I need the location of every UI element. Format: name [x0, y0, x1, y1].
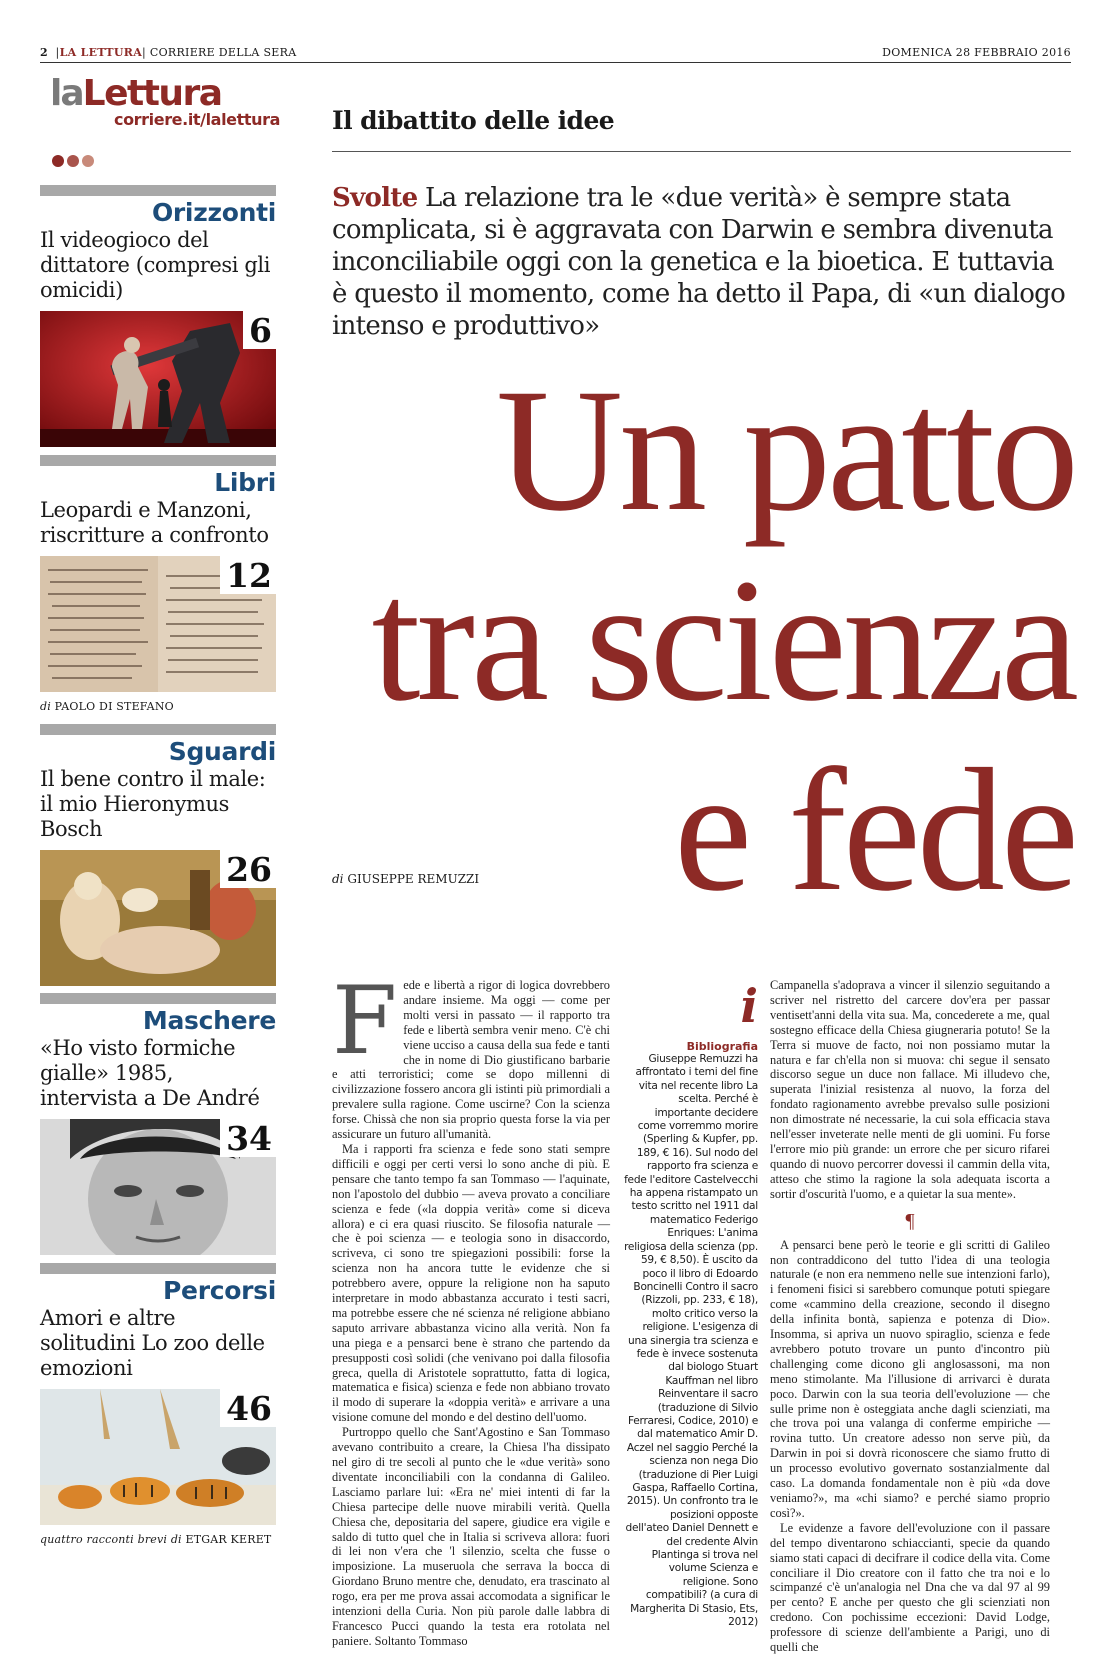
teaser-image-manuscripts: [40, 556, 276, 692]
teaser-bar: [40, 1263, 276, 1274]
dropcap: F: [332, 967, 398, 1076]
teaser-image-portrait: [40, 1119, 276, 1255]
section-label: Percorsi: [163, 1276, 276, 1305]
section-label: Libri: [214, 468, 276, 497]
section-label: Maschere: [142, 1006, 276, 1035]
teaser-image-bosch: [40, 850, 276, 986]
teaser-bar: [40, 993, 276, 1004]
headline-line-1: Un patto: [495, 353, 1075, 548]
body-paragraph: Le evidenze a favore dell'evoluzione con il passare del tempo diventarono schiaccianti, specie da quando siamo stati capaci di decifrare il codice della vita. Come conciliare il Dio creatore con il fatto che tra noi e lo scimpanzé c'è un'analogia nel Dna che va dal 97 al 99 per cento? E anche per questo che gli scienziati non credono. Con pochissime eccezioni: David Lodge, professore di scienze dell'ambiente a Parigi, uno di quelli che: [770, 1520, 1050, 1655]
info-icon: i: [740, 979, 758, 1033]
logo-url: corriere.it/lalettura: [114, 110, 280, 129]
body-column-1: [332, 967, 610, 1649]
teaser-maschere[interactable]: [40, 993, 276, 1276]
teaser-bar: [40, 724, 276, 735]
page-badge: 26: [220, 850, 276, 888]
kicker: Svolte: [332, 183, 418, 213]
page-number: 2: [40, 46, 48, 59]
teaser-byline: quattro racconti brevi di ETGAR KERET: [40, 1533, 272, 1546]
bibliography-title: Bibliografia: [686, 1040, 758, 1053]
issue-date: DOMENICA 28 FEBBRAIO 2016: [882, 46, 1071, 59]
dot-3: [82, 155, 94, 167]
body-paragraph: Purtroppo quello che Sant'Agostino e San Tommaso avevano contribuito a creare, la Chiesa l'ha dissipato nel giro di tre secoli al punto che le «due verità» sono diventate inconciliabili con la condanna di Galileo. Lasciamo parlare lui: «Era ne' miei intenti di far la Chiesa partecipe delle nuove mirabili verità. Quella Chiesa che, depositaria del sapere, giudice era vigile e saldo di tutto quel che in Italia si scriveva allora: fuori di lei non v'era che 'l silenzio, scelta che fusse o imposizione. La museruola che serrava la bocca di Giordano Bruno mentre che, denudato, era trascinato al rogo, era per me prova assai accomodata a significar le intenzioni della Curia. Non più parole dalle labbra di Francesco Pucci quando la testa era rotolata nel paniere. Soltanto Tommaso: [332, 1425, 610, 1648]
brand-label: LA LETTURA: [59, 46, 143, 59]
teaser-headline: Il bene contro il male: il mio Hieronymus Bosch: [40, 767, 266, 841]
teaser-bar: [40, 185, 276, 196]
standfirst-text: La relazione tra le «due verità» è sempre stata complicata, si è aggravata con Darwin e sembra divenuta inconciliabile oggi con la genetica e la bioetica. E tuttavia è questo il momento, come ha detto il Papa, di «un dialogo intenso e produttivo»: [332, 183, 1066, 341]
author-name: GIUSEPPE REMUZZI: [347, 872, 480, 886]
dot-2: [67, 155, 79, 167]
body-paragraph: Fede e libertà a rigor di logica dovrebbero andare insieme. Ma oggi — come per molti versi in passato — il rapporto tra fede e libertà sembra venir meno. C'è chi viene ucciso a causa della sua fede e tanti che in nome di Dio giustificano barbarie e atti terroristici; come se dopo millenni di civilizzazione fossero ancora gli istinti più primordiali a prevalere sulla ragione. Come uscirne? Con la scienza forse. Chissà che non sia proprio questa forse la via per assicurare un futuro all'umanità.: [332, 967, 610, 1142]
teaser-image-videogame: [40, 311, 276, 447]
top-rule: [40, 62, 1071, 63]
body-column-3: [770, 978, 1050, 1655]
teaser-headline: Leopardi e Manzoni, riscritture a confronto: [40, 498, 269, 547]
bibliography-box: [624, 978, 758, 1629]
teaser-libri[interactable]: [40, 455, 276, 713]
teaser-headline: Amori e altre solitudini Lo zoo delle emozioni: [40, 1306, 265, 1380]
page-badge: 12: [220, 556, 276, 594]
headline: [330, 353, 1075, 928]
teaser-bar: [40, 455, 276, 466]
headline-line-3: e fede: [674, 733, 1075, 928]
teaser-orizzonti[interactable]: [40, 185, 276, 468]
dot-1: [52, 155, 64, 167]
logo-dots: [52, 152, 97, 171]
masthead-strip: 2 |LA LETTURA| CORRIERE DELLA SERA DOMENICA 28 FEBBRAIO 2016: [40, 46, 1071, 59]
page-badge: 34: [220, 1119, 276, 1157]
newspaper-name: CORRIERE DELLA SERA: [149, 46, 297, 59]
headline-line-2: tra scienza: [371, 543, 1075, 738]
page-badge: 46: [220, 1389, 276, 1427]
standfirst: [332, 182, 1072, 342]
teaser-sguardi[interactable]: [40, 724, 276, 1007]
teaser-headline: Il videogioco del dittatore (compresi gli omicidi): [40, 228, 271, 302]
section-label: Sguardi: [168, 737, 276, 766]
body-paragraph: Campanella s'adoprava a vincer il silenzio seguitando a scriver nel ristretto del carcere dov'era per passar ventisett'anni della vita sua. Ma, concederete a me, qual sostegno efficace della Chiesa giugneraria potuto! Se la Terra si muove de facto, noi non possiamo mutar la natura e far ch'ella non si muova: chi segue il sensato discorso segue un duce non fallace. Mi illudevo che, superata l'inizial resistenza al nuovo, la forza del fondato ragionamento avrebbe prevalso sulle posizioni non dimostrate né necessarie, la cui sola efficacia stava nell'esser inveterate nelle menti de gli uomini. Fu forse l'errore mio più grande: un errore che per sicuro rifarei quando di nuovo percorrer dovessi il cammin della vita, atteso che stimo la ragione la sola adequata iscorta a sortir d'oscurità l'uomo, e a quietar la sua mente».: [770, 978, 1050, 1201]
body-paragraph: Ma i rapporti fra scienza e fede sono stati sempre difficili e oggi per certi versi lo sono anche di più. E pensare che tanto tempo fa san Tommaso — l'aquinate, non l'apostolo del dubbio — aveva provato a conciliare scienza e fede («la doppia verità» come si diceva allora) e ci era quasi riuscito. Se filosofia naturale — che è poi scienza — e teologia sono in disaccordo, scriveva, ci sono tre spiegazioni possibili: forse la scienza non ha ancora tutte le evidenze che si potrebbero avere, oppure la religione non ha saputo interpretare in modo abbastanza accurato i testi sacri, ma potrebbe essere che né scienza né religione abbiano saputo arrivare abbastanza vicino alla verità. Non fa una piega e a pensarci bene è strano che partendo da presupposti così solidi (che venivano poi dalla filosofia greca, quella di Aristotele soprattutto, fatta di logica, matematica e fisica) scienza e fede non abbiano trovato il modo di superare la «doppia verità» e arrivare a una visione comune del mondo e del destino dell'uomo.: [332, 1141, 610, 1425]
author-byline: di GIUSEPPE REMUZZI: [332, 872, 480, 886]
page-badge: 6: [243, 311, 276, 349]
rubric-rule: [332, 151, 1071, 152]
body-paragraph: A pensarci bene però le teorie e gli scritti di Galileo non contraddicono del tutto l'idea di una teologia naturale (e non era nemmeno nelle sue intenzioni farlo), i fenomeni fisici si sarebbero comunque potuti spiegare come «cammino della creazione, secondo il disegno della infinita bontà, sapienza e potenza di Dio». Insomma, si apriva un nuovo spiraglio, scienza e fede avrebbero potuto trovare un punto d'incontro più challenging come dicono gli anglosassoni, ma non meno stimolante. Ma l'illusione di arrivarci è durata poco. Darwin con la sua teoria dell'evoluzione — che sulle prime non è osteggiata anche dagli scienziati, ma che trova poi una valanga di conferme empiriche — rovina tutto. Un creatore adesso non serve più, da Darwin in poi si dovrà riconoscere che siamo frutto di un processo evolutivo governato sostanzialmente dal caso. La domanda fondamentale non è più «da dove veniamo?», ma «chi siamo? e perché siamo proprio così?».: [770, 1237, 1050, 1520]
rubric: Il dibattito delle idee: [332, 106, 615, 135]
bibliography-text: Giuseppe Remuzzi ha affrontato i temi del fine vita nel recente libro La scelta. Perché è importante decidere come vorremmo morire (Sperling & Kupfer, pp. 189, € 16). Sul nodo del rapporto fra scienza e fede l'editore Castelvecchi ha appena ristampato un testo scritto nel 1911 dal matematico Federigo Enriques: L'anima religiosa della scienza (pp. 59, € 8,50). È uscito da poco il libro di Edoardo Boncinelli Contro il sacro (Rizzoli, pp. 233, € 18), molto critico verso la religione. L'esigenza di una sinergia tra scienza e fede è invece sostenuta dal biologo Stuart Kauffman nel libro Reinventare il sacro (traduzione di Silvio Ferraresi, Codice, 2010) e dal matematico Amir D. Aczel nel saggio Perché la scienza non nega Dio (traduzione di Pier Luigi Gaspa, Raffaello Cortina, 2015). Un confronto tra le posizioni opposte dell'ateo Daniel Dennett e del credente Alvin Plantinga si trova nel volume Scienza e religione. Sono compatibili? (a cura di Margherita Di Stasio, Ets, 2012): [624, 1053, 758, 1629]
logo-lettura: Lettura: [82, 73, 222, 114]
section-mark-icon: ¶: [905, 1209, 915, 1232]
teaser-byline: di PAOLO DI STEFANO: [40, 700, 174, 713]
section-label: Orizzonti: [151, 198, 276, 227]
videogame-illustration: [40, 311, 276, 447]
teaser-percorsi[interactable]: [40, 1263, 276, 1546]
teaser-headline: «Ho visto formiche gialle» 1985, intervista a De André: [40, 1036, 260, 1110]
logo-la: la: [50, 73, 83, 114]
teaser-image-animals: [40, 1389, 276, 1525]
